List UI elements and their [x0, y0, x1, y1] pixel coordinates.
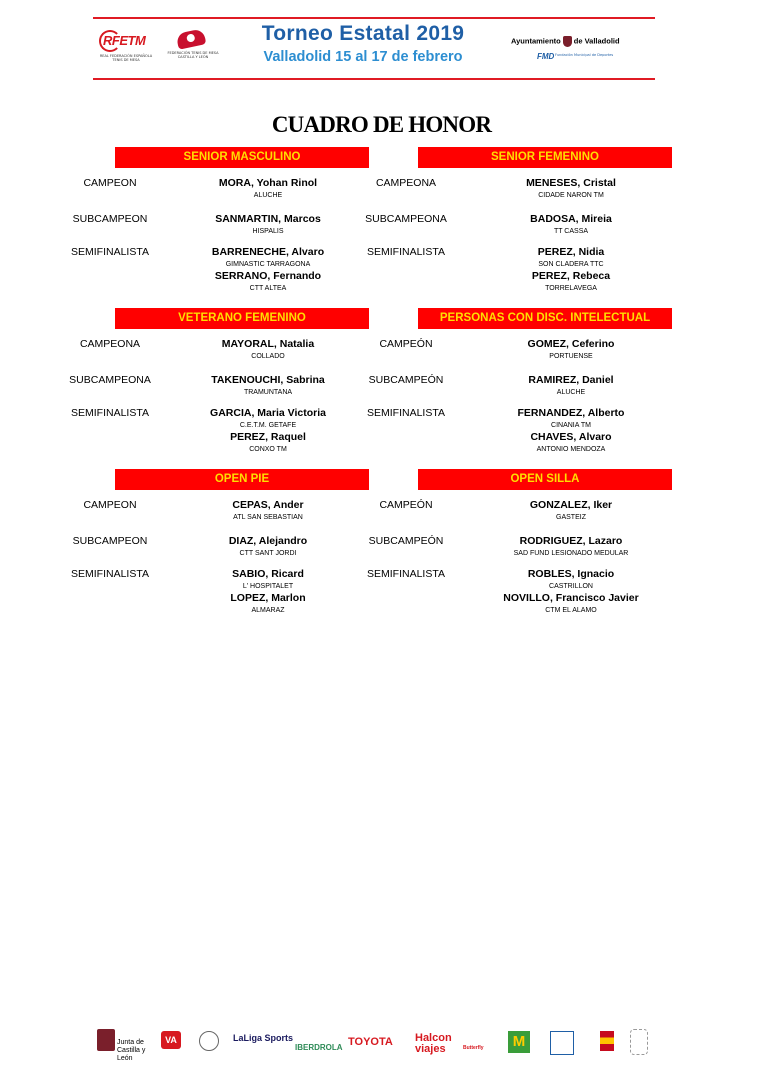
player-name: PEREZ, Rebeca: [531, 270, 611, 282]
result-role: SEMIFINALISTA: [71, 568, 149, 580]
butterfly-logo: Butterfly: [463, 1045, 484, 1051]
player-club: ANTONIO MENDOZA: [536, 446, 606, 453]
player-name: BARRENECHE, Alvaro: [211, 246, 325, 258]
player-name: PEREZ, Raquel: [230, 431, 306, 443]
rfetm-logo: RFETM REAL FEDERACIÓN ESPAÑOLA TENIS DE MESA: [99, 33, 153, 62]
result-role: SUBCAMPEÓN: [368, 535, 444, 547]
player-club: CTM EL ALAMO: [545, 607, 597, 614]
player-club: GASTEIZ: [556, 514, 586, 521]
medal-icon: [199, 1031, 219, 1051]
player-club: CTT SANT JORDI: [239, 550, 297, 557]
player-club: CINANIA TM: [551, 422, 591, 429]
halcon-logo: Halcon viajes: [415, 1032, 452, 1055]
csd-flag-icon: [600, 1031, 614, 1051]
player-name: SANMARTIN, Marcos: [215, 213, 321, 225]
toyota-logo: TOYOTA: [348, 1036, 393, 1048]
player-club: HISPALIS: [252, 228, 284, 235]
result-role: SEMIFINALISTA: [367, 246, 445, 258]
iberdrola-logo: IBERDROLA: [295, 1043, 343, 1052]
player-name: TAKENOUCHI, Sabrina: [211, 374, 325, 386]
result-role: CAMPEONA: [79, 338, 141, 350]
player-club: TORRELAVEGA: [545, 285, 597, 292]
result-role: SEMIFINALISTA: [71, 246, 149, 258]
player-name: GONZALEZ, Iker: [529, 499, 613, 511]
player-name: LOPEZ, Marlon: [230, 592, 306, 604]
result-role: CAMPEÓN: [379, 338, 433, 350]
result-role: CAMPEÓN: [379, 499, 433, 511]
player-club: CIDADE NARON TM: [538, 192, 604, 199]
player-club: COLLADO: [251, 353, 285, 360]
shield-icon: [563, 36, 572, 47]
result-role: SEMIFINALISTA: [367, 568, 445, 580]
player-name: CEPAS, Ander: [232, 499, 304, 511]
fmd-logo: FMD: [537, 52, 555, 61]
result-role: CAMPEON: [83, 499, 137, 511]
jcyl-shield-icon: [97, 1029, 115, 1051]
category-header: PERSONAS CON DISC. INTELECTUAL: [418, 308, 672, 329]
vac-logo: VA: [161, 1031, 181, 1049]
page-title: CUADRO DE HONOR: [271, 112, 492, 137]
player-name: SERRANO, Fernando: [214, 270, 322, 282]
player-name: BADOSA, Mireia: [530, 213, 612, 225]
player-club: TT CASSA: [553, 228, 589, 235]
player-name: SABIO, Ricard: [232, 568, 304, 580]
result-role: SUBCAMPEONA: [69, 374, 151, 386]
player-name: MENESES, Cristal: [526, 177, 616, 189]
player-club: ALUCHE: [556, 389, 586, 396]
player-name: ROBLES, Ignacio: [527, 568, 615, 580]
player-club: ALUCHE: [253, 192, 283, 199]
player-club: PORTUENSE: [549, 353, 593, 360]
banner-title: Torneo Estatal 2019: [261, 22, 465, 45]
result-role: SEMIFINALISTA: [367, 407, 445, 419]
category-header: OPEN SILLA: [418, 469, 672, 490]
result-role: SEMIFINALISTA: [71, 407, 149, 419]
player-name: DIAZ, Alejandro: [228, 535, 308, 547]
player-club: ALMARAZ: [251, 607, 285, 614]
player-name: MORA, Yohan Rinol: [218, 177, 318, 189]
player-club: GIMNASTIC TARRAGONA: [225, 261, 311, 268]
player-name: CHAVES, Alvaro: [530, 431, 612, 443]
result-role: SUBCAMPEON: [72, 535, 148, 547]
player-name: RAMIREZ, Daniel: [528, 374, 614, 386]
result-role: SUBCAMPEÓN: [368, 374, 444, 386]
player-club: TRAMUNTANA: [243, 389, 293, 396]
player-club: L' HOSPITALET: [242, 583, 294, 590]
player-club: CASTRILLON: [549, 583, 593, 590]
racket-icon: [176, 28, 207, 49]
sponsor-strip: [95, 1025, 655, 1062]
player-name: RODRIGUEZ, Lazaro: [519, 535, 623, 547]
jcyl-logo: Junta de Castilla y León: [117, 1039, 146, 1062]
player-name: NOVILLO, Francisco Javier: [503, 592, 639, 604]
sponsor-box-icon: [550, 1031, 574, 1055]
player-name: MAYORAL, Natalia: [221, 338, 315, 350]
player-club: C.E.T.M. GETAFE: [239, 422, 297, 429]
player-name: GOMEZ, Ceferino: [527, 338, 615, 350]
fcyl-logo: FEDERACIÓN TENIS DE MESA CASTILLA Y LEÓN: [163, 29, 223, 69]
banner-subtitle: Valladolid 15 al 17 de febrero: [263, 49, 463, 65]
fmd-sub: Fundación Municipal de Deportes: [555, 53, 614, 57]
category-header: SENIOR MASCULINO: [115, 147, 369, 168]
olympic-rings-icon: [630, 1029, 648, 1055]
player-name: PEREZ, Nidia: [537, 246, 605, 258]
category-header: SENIOR FEMENINO: [418, 147, 672, 168]
category-header: OPEN PIE: [115, 469, 369, 490]
player-club: SAD FUND LESIONADO MEDULAR: [513, 550, 629, 557]
ayuntamiento-logo: Ayuntamiento de Valladolid: [511, 36, 620, 46]
player-club: CTT ALTEA: [249, 285, 287, 292]
mcdonalds-logo: M: [508, 1031, 530, 1053]
laliga-logo: LaLiga Sports: [233, 1033, 294, 1043]
result-role: CAMPEON: [83, 177, 137, 189]
player-name: FERNANDEZ, Alberto: [517, 407, 625, 419]
player-club: SON CLADERA TTC: [538, 261, 604, 268]
player-club: CONXO TM: [249, 446, 287, 453]
player-club: ATL SAN SEBASTIAN: [233, 514, 303, 521]
header-banner: [93, 17, 655, 80]
result-role: SUBCAMPEONA: [365, 213, 447, 225]
result-role: SUBCAMPEON: [72, 213, 148, 225]
player-name: GARCIA, Maria Victoria: [210, 407, 326, 419]
result-role: CAMPEONA: [375, 177, 437, 189]
category-header: VETERANO FEMENINO: [115, 308, 369, 329]
